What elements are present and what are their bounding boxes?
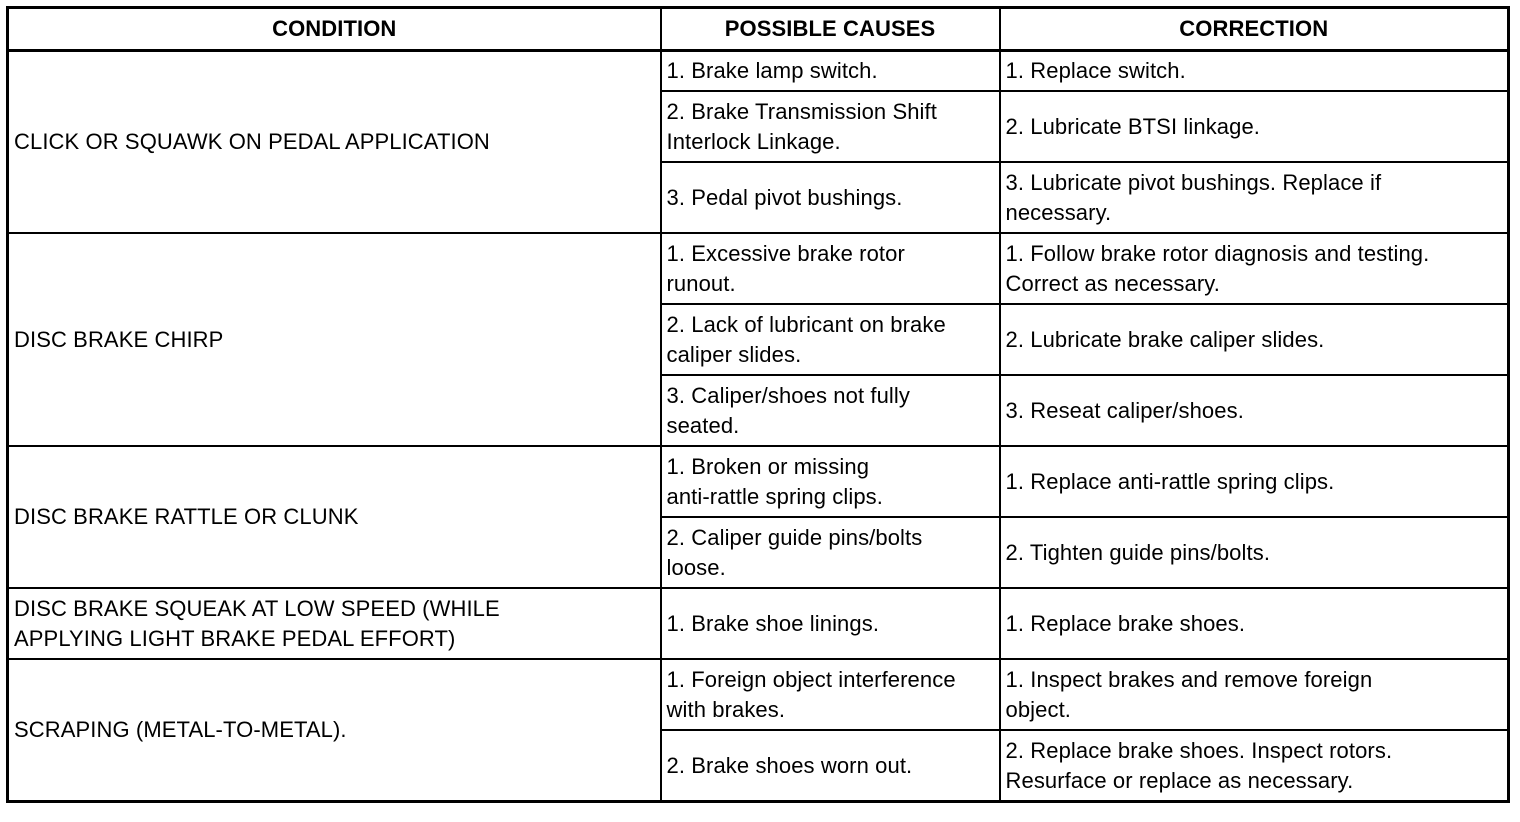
correction-cell: 1. Follow brake rotor diagnosis and testing. Correct as necessary. <box>1000 233 1509 304</box>
correction-cell: 2. Replace brake shoes. Inspect rotors. Resurface or replace as necessary. <box>1000 730 1509 802</box>
header-correction: CORRECTION <box>1000 8 1509 51</box>
correction-cell: 1. Replace brake shoes. <box>1000 588 1509 659</box>
table-header <box>8 8 1509 51</box>
header-possible-causes: POSSIBLE CAUSES <box>661 8 1000 51</box>
cause-cell: 1. Broken or missing anti-rattle spring clips. <box>661 446 1000 517</box>
condition-cell: DISC BRAKE RATTLE OR CLUNK <box>8 446 661 588</box>
correction-cell: 3. Lubricate pivot bushings. Replace if necessary. <box>1000 162 1509 233</box>
cause-cell: 1. Brake shoe linings. <box>661 588 1000 659</box>
header-row <box>8 8 1509 51</box>
correction-cell: 1. Replace anti-rattle spring clips. <box>1000 446 1509 517</box>
correction-cell: 2. Tighten guide pins/bolts. <box>1000 517 1509 588</box>
correction-cell: 1. Inspect brakes and remove foreign object. <box>1000 659 1509 730</box>
cause-cell: 2. Caliper guide pins/bolts loose. <box>661 517 1000 588</box>
cause-cell: 2. Brake Transmission Shift Interlock Linkage. <box>661 91 1000 162</box>
table-body <box>8 51 1509 802</box>
table-row <box>8 233 1509 304</box>
condition-cell: SCRAPING (METAL-TO-METAL). <box>8 659 661 802</box>
cause-cell: 1. Foreign object interference with brakes. <box>661 659 1000 730</box>
condition-cell: CLICK OR SQUAWK ON PEDAL APPLICATION <box>8 51 661 234</box>
condition-cell: DISC BRAKE CHIRP <box>8 233 661 446</box>
diagnosis-table-container <box>6 6 1510 803</box>
correction-cell: 2. Lubricate BTSI linkage. <box>1000 91 1509 162</box>
correction-cell: 3. Reseat caliper/shoes. <box>1000 375 1509 446</box>
cause-cell: 2. Lack of lubricant on brake caliper slides. <box>661 304 1000 375</box>
table-row <box>8 446 1509 517</box>
cause-cell: 1. Brake lamp switch. <box>661 51 1000 92</box>
table-row <box>8 588 1509 659</box>
correction-cell: 1. Replace switch. <box>1000 51 1509 92</box>
cause-cell: 3. Caliper/shoes not fully seated. <box>661 375 1000 446</box>
cause-cell: 2. Brake shoes worn out. <box>661 730 1000 802</box>
correction-cell: 2. Lubricate brake caliper slides. <box>1000 304 1509 375</box>
diagnosis-table <box>6 6 1510 803</box>
condition-cell: DISC BRAKE SQUEAK AT LOW SPEED (WHILE APPLYING LIGHT BRAKE PEDAL EFFORT) <box>8 588 661 659</box>
cause-cell: 3. Pedal pivot bushings. <box>661 162 1000 233</box>
table-row <box>8 51 1509 92</box>
header-condition: CONDITION <box>8 8 661 51</box>
cause-cell: 1. Excessive brake rotor runout. <box>661 233 1000 304</box>
table-row <box>8 659 1509 730</box>
